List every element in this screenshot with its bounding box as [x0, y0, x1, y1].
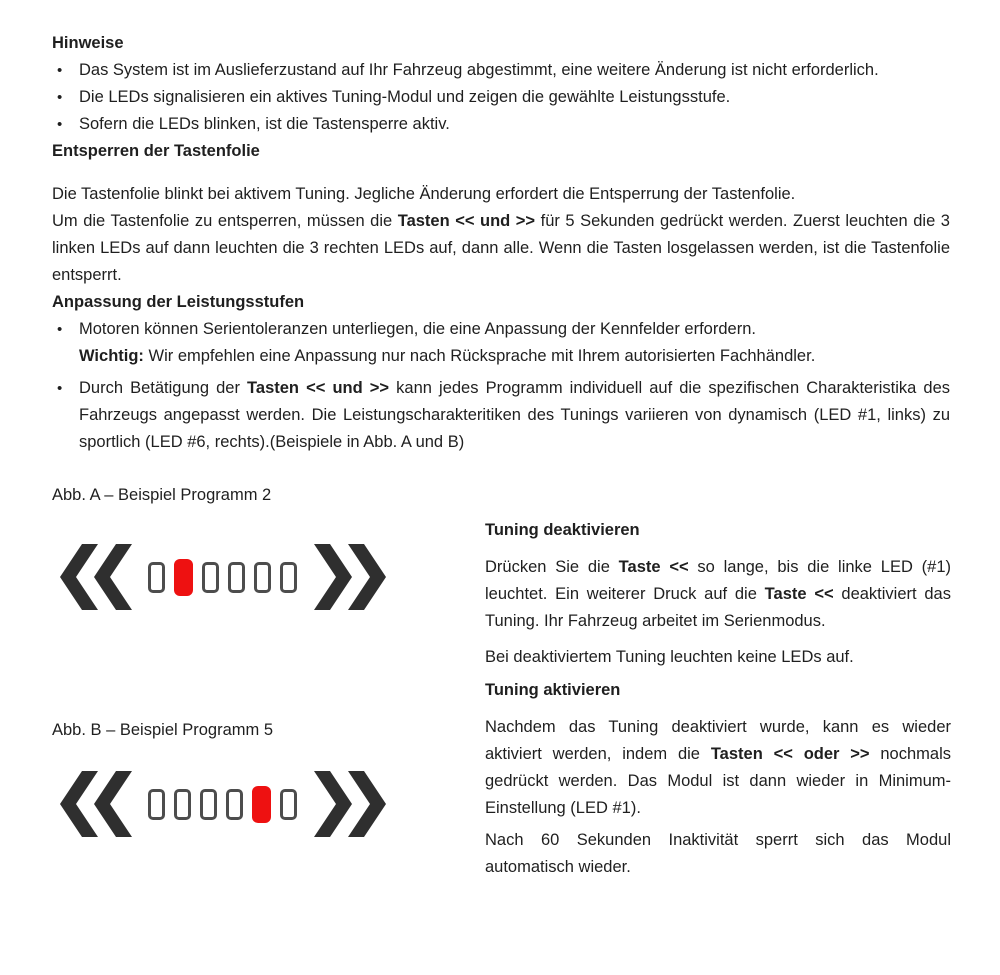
led-indicator-4: [228, 562, 245, 593]
led-indicator-3: [202, 562, 219, 593]
led-display-figure-b: [56, 771, 390, 837]
double-chevron-right-icon: [312, 771, 390, 837]
aktivieren-heading: Tuning aktivieren: [485, 681, 621, 699]
entsperren-heading: Entsperren der Tastenfolie: [52, 142, 260, 160]
wichtig-label: Wichtig:: [79, 347, 144, 365]
led-indicator-5: [254, 562, 271, 593]
aktivieren-paragraph-2: [485, 827, 951, 881]
hinweise-bullet-list: [52, 57, 950, 138]
text-segment: Die Tastenfolie blinkt bei aktivem Tuning. Jegliche Änderung erfordert die Entsperrung der Tastenfolie.: [52, 185, 796, 203]
bold-keys-text: Tasten << oder >>: [710, 745, 870, 763]
led-row: [148, 786, 297, 823]
led-indicator-2: [174, 559, 193, 596]
aktivieren-paragraph-1: [485, 714, 951, 822]
led-display-figure-a: [56, 544, 390, 610]
section-hinweise: [52, 30, 950, 138]
text-segment: Bei deaktiviertem Tuning leuchten keine LEDs auf.: [485, 648, 854, 666]
hinweise-bullet-3: [52, 111, 950, 138]
instructions-column: [485, 517, 951, 881]
led-indicator-1: [148, 562, 165, 593]
bold-keys-text: Tasten << und >>: [247, 379, 390, 397]
entsperren-paragraph: [52, 181, 950, 289]
hinweise-bullet-2: [52, 84, 950, 111]
figure-b-label: Abb. B – Beispiel Programm 5: [52, 721, 274, 739]
text-segment: Nachdem das Tuning deaktiviert wurde, kann es wieder aktiviert werden, indem die: [485, 718, 951, 763]
text-segment: Motoren können Serientoleranzen unterliegen, die eine Anpassung der Kennfelder erfordern.: [79, 320, 756, 338]
anpassung-bullet-2: [52, 375, 950, 456]
double-chevron-left-icon: [56, 544, 134, 610]
text-segment: so lange, bis die linke LED (#1) leuchtet. Ein weiterer Druck auf die: [485, 558, 951, 603]
led-indicator-5: [252, 786, 271, 823]
bold-key-text: Taste <<: [764, 585, 834, 603]
text-segment: Durch Betätigung der: [79, 379, 248, 397]
text-segment: Die LEDs signalisieren ein aktives Tuning-Modul und zeigen die gewählte Leistungsstufe.: [79, 88, 731, 106]
section-entsperren: [52, 138, 950, 289]
figure-a-label: Abb. A – Beispiel Programm 2: [52, 486, 272, 504]
text-segment: für 5 Sekunden gedrückt werden. Zuerst leuchten die 3 linken LEDs auf dann leuchten die 3 rechten LEDs auf, dann alle. Wenn die Tasten losgelassen werden, ist die Tastenfolie entsperrt.: [52, 212, 950, 284]
text-segment: deaktiviert das Tuning. Ihr Fahrzeug arbeitet im Serienmodus.: [485, 585, 951, 630]
text-segment: nochmals gedrückt werden. Das Modul ist dann wieder in Minimum-Einstellung (LED #1).: [485, 745, 951, 817]
anpassung-bullet-list: [52, 316, 950, 456]
text-segment: Um die Tastenfolie zu entsperren, müssen die: [52, 212, 398, 230]
led-indicator-6: [280, 789, 297, 820]
text-segment: Drücken Sie die: [485, 558, 619, 576]
hinweise-bullet-1: [52, 57, 950, 84]
deaktivieren-heading: Tuning deaktivieren: [485, 521, 640, 539]
text-segment: Wir empfehlen eine Anpassung nur nach Rücksprache mit Ihrem autorisierten Fachhändler.: [143, 347, 816, 365]
double-chevron-left-icon: [56, 771, 134, 837]
bold-keys-text: Tasten << und >>: [397, 212, 536, 230]
text-segment: Nach 60 Sekunden Inaktivität sperrt sich das Modul automatisch wieder.: [485, 831, 951, 876]
anpassung-heading: Anpassung der Leistungsstufen: [52, 293, 305, 311]
text-segment: kann jedes Programm individuell auf die spezifischen Charakteristika des Fahrzeugs angepasst werden. Die Leistungscharakteritiken des Tunings variieren von dynamisch (LED #1, links) zu sportlich (LED #6, rechts).(Beispiele in Abb. A und B): [79, 379, 950, 451]
led-indicator-3: [200, 789, 217, 820]
text-segment: Das System ist im Auslieferzustand auf Ihr Fahrzeug abgestimmt, eine weitere Änderung ist nicht erforderlich.: [79, 61, 879, 79]
hinweise-heading: Hinweise: [52, 34, 124, 52]
deaktivieren-paragraph-1: [485, 554, 951, 635]
anpassung-bullet-1: [52, 316, 950, 370]
led-indicator-6: [280, 562, 297, 593]
led-indicator-2: [174, 789, 191, 820]
led-indicator-1: [148, 789, 165, 820]
led-indicator-4: [226, 789, 243, 820]
bold-key-text: Taste <<: [618, 558, 689, 576]
double-chevron-right-icon: [312, 544, 390, 610]
text-segment: Sofern die LEDs blinken, ist die Tastensperre aktiv.: [79, 115, 450, 133]
led-row: [148, 559, 297, 596]
deaktivieren-paragraph-2: [485, 644, 951, 671]
section-anpassung: [52, 289, 950, 456]
figures-and-instructions: [52, 456, 950, 899]
